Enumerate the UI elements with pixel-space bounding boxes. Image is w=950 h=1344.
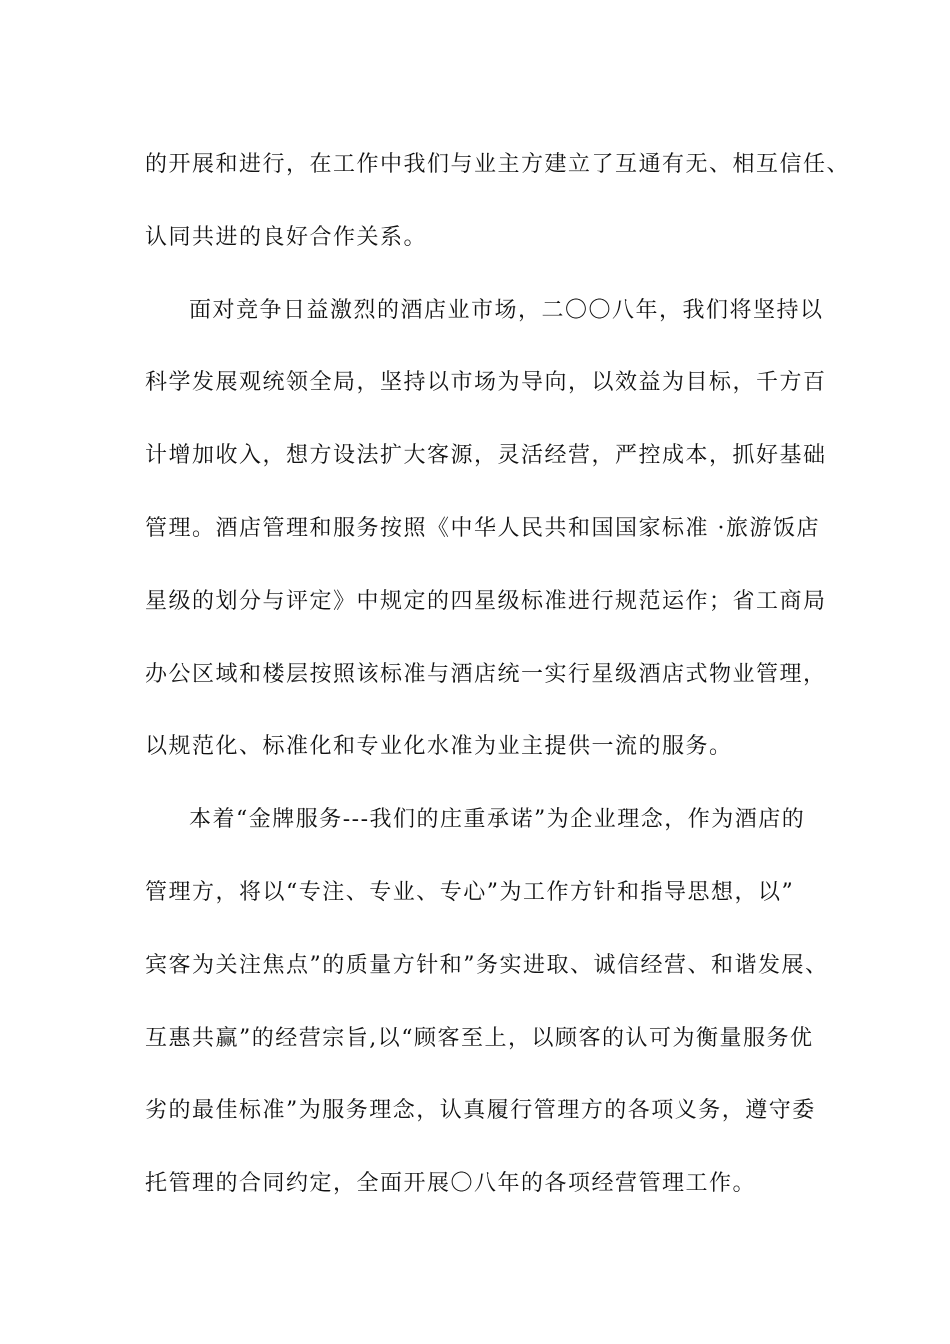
text-line: 办公区域和楼层按照该标准与酒店统一实行星级酒店式物业管理， <box>145 661 827 687</box>
text-line: 宾客为关注焦点”的质量方针和”务实进取、诚信经营、和谐发展、 <box>145 952 829 978</box>
text-line: 的开展和进行，在工作中我们与业主方建立了互通有无、相互信任、 <box>145 152 851 177</box>
text-line: 管理。酒店管理和服务按照《中华人民共和国国家标准 ·旅游饭店 <box>145 515 820 541</box>
body-text <box>145 129 851 1221</box>
text-line: 互惠共赢”的经营宗旨,以“顾客至上，以顾客的认可为衡量服务优 <box>145 1025 814 1051</box>
text-line: 管理方，将以“专注、专业、专心”为工作方针和指导思想，以” <box>145 879 795 905</box>
text-line: 以规范化、标准化和专业化水准为业主提供一流的服务。 <box>145 734 733 760</box>
text-line: 计增加收入，想方设法扩大客源，灵活经营，严控成本，抓好基础 <box>145 443 827 469</box>
text-line: 星级的划分与评定》中规定的四星级标准进行规范运作；省工商局 <box>145 588 827 614</box>
text-line: 认同共进的良好合作关系。 <box>145 224 428 250</box>
text-line: 劣的最佳标准”为服务理念，认真履行管理方的各项义务，遵守委 <box>145 1098 816 1124</box>
paragraph-start-line: 本着“金牌服务---我们的庄重承诺”为企业理念，作为酒店的 <box>189 807 806 833</box>
text-line: 托管理的合同约定，全面开展〇八年的各项经营管理工作。 <box>145 1171 757 1197</box>
paragraph-start-line: 面对竞争日益激烈的酒店业市场，二〇〇八年，我们将坚持以 <box>189 297 824 323</box>
text-line: 科学发展观统领全局，坚持以市场为导向，以效益为目标，千方百 <box>145 370 827 396</box>
